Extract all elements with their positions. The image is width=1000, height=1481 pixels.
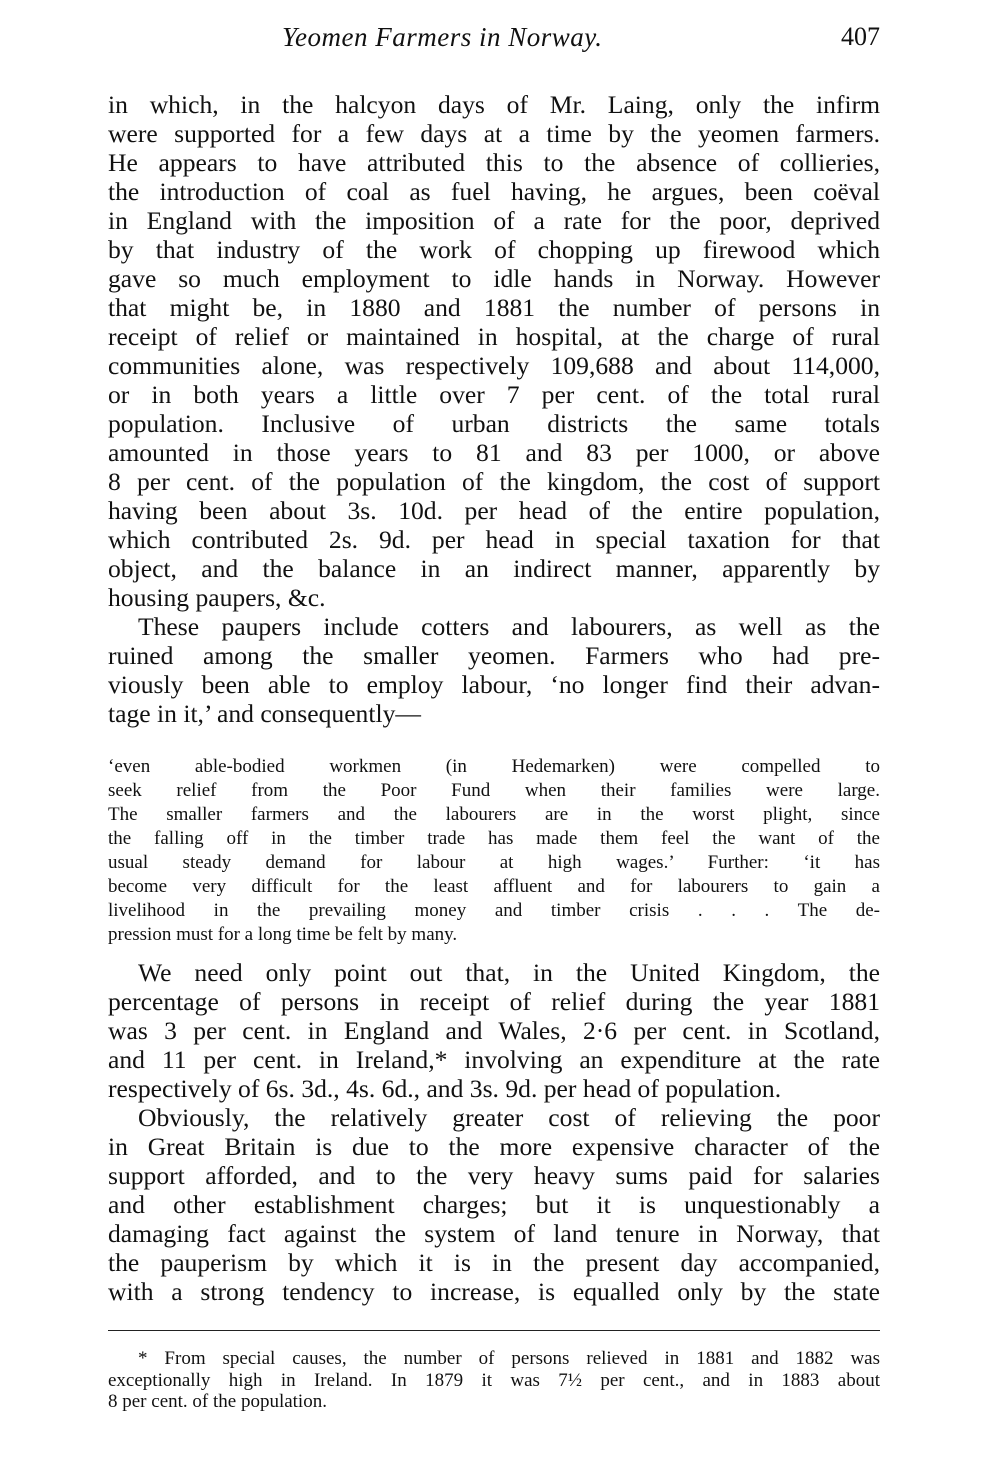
text-line: ruined among the smaller yeomen. Farmers who had pre- bbox=[108, 641, 880, 670]
text-line: viously been able to employ labour, ‘no longer find their advan- bbox=[108, 670, 880, 699]
paragraph-1 bbox=[108, 90, 880, 612]
text-line: tage in it,’ and consequently— bbox=[108, 699, 421, 728]
running-title: Yeomen Farmers in Norway. bbox=[282, 22, 603, 52]
text-line: exceptionally high in Ireland. In 1879 it was 7½ per cent., and in 1883 about bbox=[108, 1369, 880, 1391]
text-line: which contributed 2s. 9d. per head in special taxation for that bbox=[108, 525, 880, 554]
text-line: that might be, in 1880 and 1881 the number of persons in bbox=[108, 293, 880, 322]
page-number: 407 bbox=[841, 22, 880, 51]
text-line: These paupers include cotters and labourers, as well as the bbox=[138, 612, 880, 641]
text-line: The smaller farmers and the labourers are in the worst plight, since bbox=[108, 804, 880, 825]
footnote-separator bbox=[108, 1330, 880, 1331]
text-line: in England with the imposition of a rate for the poor, deprived bbox=[108, 206, 880, 235]
text-line: 8 per cent. of the population of the kingdom, the cost of support bbox=[108, 467, 880, 496]
text-line: amounted in those years to 81 and 83 per 1000, or above bbox=[108, 438, 880, 467]
text-line: and 11 per cent. in Ireland,* involving an expenditure at the rate bbox=[108, 1045, 880, 1074]
text-line: usual steady demand for labour at high wages.’ Further: ‘it has bbox=[108, 852, 880, 873]
main-text-continued bbox=[108, 958, 880, 1306]
text-line: by that industry of the work of chopping up firewood which bbox=[108, 235, 880, 264]
text-line: ‘even able-bodied workmen (in Hedemarken) were compelled to bbox=[108, 756, 880, 777]
running-header bbox=[108, 22, 880, 58]
text-line: receipt of relief or maintained in hospital, at the charge of rural bbox=[108, 322, 880, 351]
text-line: communities alone, was respectively 109,688 and about 114,000, bbox=[108, 351, 880, 380]
text-line: and other establishment charges; but it is unquestionably a bbox=[108, 1190, 880, 1219]
text-line: the pauperism by which it is in the present day accompanied, bbox=[108, 1248, 880, 1277]
text-line: damaging fact against the system of land tenure in Norway, that bbox=[108, 1219, 880, 1248]
text-line: was 3 per cent. in England and Wales, 2·6 per cent. in Scotland, bbox=[108, 1016, 880, 1045]
text-line: were supported for a few days at a time by the yeomen farmers. bbox=[108, 119, 880, 148]
text-line: or in both years a little over 7 per cent. of the total rural bbox=[108, 380, 880, 409]
text-line: in which, in the halcyon days of Mr. Laing, only the infirm bbox=[108, 90, 880, 119]
text-line: 8 per cent. of the population. bbox=[108, 1391, 327, 1412]
main-text bbox=[108, 90, 880, 728]
paragraph-3 bbox=[108, 958, 880, 1103]
text-line: percentage of persons in receipt of relief during the year 1881 bbox=[108, 987, 880, 1016]
text-line: pression must for a long time be felt by many. bbox=[108, 924, 458, 945]
paragraph-4 bbox=[108, 1103, 880, 1306]
text-line: the introduction of coal as fuel having, he argues, been coëval bbox=[108, 177, 880, 206]
block-quote bbox=[108, 755, 880, 947]
text-line: Obviously, the relatively greater cost of relieving the poor bbox=[138, 1103, 880, 1132]
text-line: support afforded, and to the very heavy sums paid for salaries bbox=[108, 1161, 880, 1190]
text-line: in Great Britain is due to the more expensive character of the bbox=[108, 1132, 880, 1161]
paragraph-2 bbox=[108, 612, 880, 728]
text-line: having been about 3s. 10d. per head of the entire population, bbox=[108, 496, 880, 525]
text-line: We need only point out that, in the United Kingdom, the bbox=[138, 958, 880, 987]
text-line: livelihood in the prevailing money and timber crisis . . . The de- bbox=[108, 900, 880, 921]
text-line: object, and the balance in an indirect manner, apparently by bbox=[108, 554, 880, 583]
text-line: gave so much employment to idle hands in Norway. However bbox=[108, 264, 880, 293]
text-line: He appears to have attributed this to the absence of collieries, bbox=[108, 148, 880, 177]
text-line: become very difficult for the least affluent and for labourers to gain a bbox=[108, 876, 880, 897]
text-line: population. Inclusive of urban districts the same totals bbox=[108, 409, 880, 438]
text-line: the falling off in the timber trade has made them feel the want of the bbox=[108, 828, 880, 849]
text-line: seek relief from the Poor Fund when their families were large. bbox=[108, 780, 880, 801]
text-line: respectively of 6s. 3d., 4s. 6d., and 3s. 9d. per head of population. bbox=[108, 1074, 782, 1103]
text-line: housing paupers, &c. bbox=[108, 583, 326, 612]
footnote bbox=[108, 1348, 880, 1413]
text-line: with a strong tendency to increase, is equalled only by the state bbox=[108, 1277, 880, 1306]
text-line: * From special causes, the number of persons relieved in 1881 and 1882 was bbox=[138, 1348, 880, 1369]
